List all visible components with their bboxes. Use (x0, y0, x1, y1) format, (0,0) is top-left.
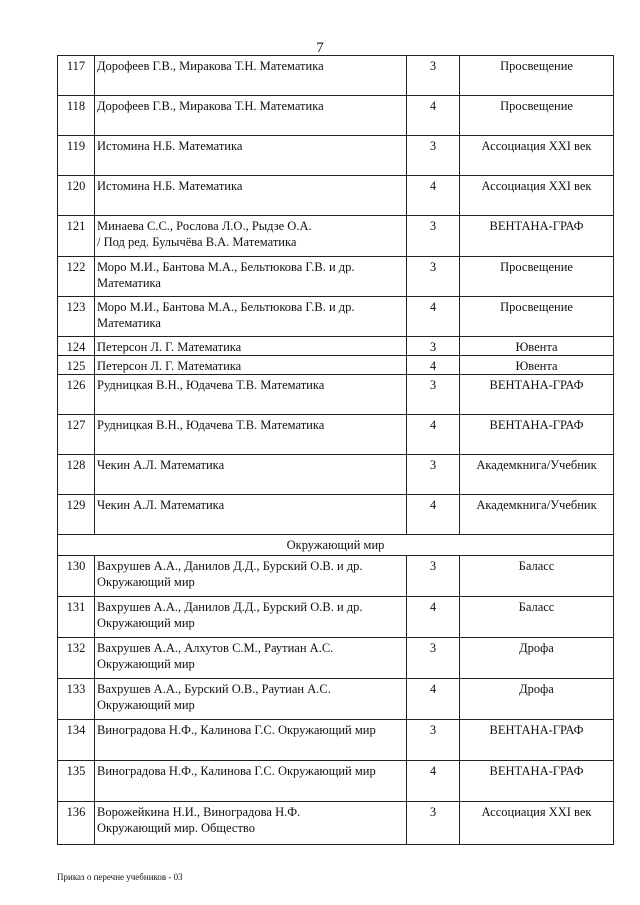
row-number: 121 (58, 216, 95, 257)
table-row (58, 96, 614, 136)
row-number: 126 (58, 375, 95, 415)
textbook-title-line: Рудницкая В.Н., Юдачева Т.В. Математика (97, 378, 325, 392)
publisher-cell: Дрофа (460, 679, 614, 720)
publisher-cell: Ювента (460, 337, 614, 356)
grade-cell: 4 (407, 679, 460, 720)
textbook-title-line: Дорофеев Г.В., Миракова Т.Н. Математика (97, 59, 324, 73)
table-row (58, 761, 614, 802)
grade-cell: 3 (407, 638, 460, 679)
textbook-title-line: Окружающий мир (97, 616, 195, 630)
textbook-title-line: Окружающий мир (97, 575, 195, 589)
publisher-cell: Просвещение (460, 56, 614, 96)
row-number: 134 (58, 720, 95, 761)
grade-cell: 4 (407, 597, 460, 638)
publisher-cell: ВЕНТАНА-ГРАФ (460, 415, 614, 455)
textbook-title-line: Вахрушев А.А., Данилов Д.Д., Бурский О.В. и др. (97, 559, 363, 573)
grade-cell: 3 (407, 337, 460, 356)
textbook-title-cell (95, 216, 407, 257)
textbook-title-cell (95, 597, 407, 638)
textbook-title-cell (95, 455, 407, 495)
section-title: Окружающий мир (58, 535, 614, 556)
publisher-cell: Ассоциация XXI век (460, 176, 614, 216)
textbook-title-cell (95, 638, 407, 679)
publisher-cell: ВЕНТАНА-ГРАФ (460, 216, 614, 257)
table-row (58, 136, 614, 176)
publisher-cell: Дрофа (460, 638, 614, 679)
textbook-title-cell (95, 495, 407, 535)
textbook-title-line: Математика (97, 276, 161, 290)
textbook-title-cell (95, 257, 407, 297)
textbook-title-line: Вахрушев А.А., Бурский О.В., Раутиан А.С. (97, 682, 331, 696)
publisher-cell: Ювента (460, 356, 614, 375)
row-number: 130 (58, 556, 95, 597)
textbook-title-cell (95, 337, 407, 356)
textbook-title-line: Окружающий мир. Общество (97, 821, 255, 835)
textbook-title-line: Истомина Н.Б. Математика (97, 139, 243, 153)
textbook-title-cell (95, 56, 407, 96)
row-number: 119 (58, 136, 95, 176)
textbook-title-cell (95, 679, 407, 720)
table-row (58, 356, 614, 375)
row-number: 136 (58, 802, 95, 845)
publisher-cell: Баласс (460, 556, 614, 597)
textbook-title-line: Истомина Н.Б. Математика (97, 179, 243, 193)
textbook-title-cell (95, 415, 407, 455)
row-number: 129 (58, 495, 95, 535)
grade-cell: 4 (407, 176, 460, 216)
world-section-rows (58, 556, 614, 845)
publisher-cell: Академкнига/Учебник (460, 455, 614, 495)
row-number: 133 (58, 679, 95, 720)
row-number: 117 (58, 56, 95, 96)
textbook-title-cell (95, 297, 407, 337)
table-row (58, 720, 614, 761)
table-row (58, 455, 614, 495)
publisher-cell: Просвещение (460, 257, 614, 297)
textbook-title-line: / Под ред. Булычёва В.А. Математика (97, 235, 297, 249)
textbook-title-cell (95, 176, 407, 216)
grade-cell: 3 (407, 56, 460, 96)
table-row (58, 216, 614, 257)
textbook-title-line: Рудницкая В.Н., Юдачева Т.В. Математика (97, 418, 325, 432)
table-row (58, 495, 614, 535)
textbook-title-line: Чекин А.Л. Математика (97, 458, 225, 472)
row-number: 120 (58, 176, 95, 216)
textbook-title-cell (95, 556, 407, 597)
textbook-title-cell (95, 96, 407, 136)
textbook-title-line: Минаева С.С., Рослова Л.О., Рыдзе О.А. (97, 219, 312, 233)
grade-cell: 3 (407, 556, 460, 597)
grade-cell: 3 (407, 720, 460, 761)
textbook-title-cell (95, 802, 407, 845)
textbook-title-line: Математика (97, 316, 161, 330)
grade-cell: 4 (407, 415, 460, 455)
textbook-title-line: Вахрушев А.А., Алхутов С.М., Раутиан А.С. (97, 641, 334, 655)
textbook-title-line: Петерсон Л. Г. Математика (97, 359, 242, 373)
grade-cell: 3 (407, 216, 460, 257)
row-number: 122 (58, 257, 95, 297)
table-row (58, 375, 614, 415)
row-number: 128 (58, 455, 95, 495)
textbook-table (57, 55, 614, 845)
section-header-row (58, 535, 614, 556)
textbook-title-cell (95, 136, 407, 176)
textbook-title-line: Петерсон Л. Г. Математика (97, 340, 242, 354)
page-number: 7 (316, 40, 324, 56)
textbook-title-cell (95, 356, 407, 375)
grade-cell: 3 (407, 136, 460, 176)
textbook-title-line: Моро М.И., Бантова М.А., Бельтюкова Г.В. и др. (97, 300, 355, 314)
publisher-cell: Ассоциация XXI век (460, 136, 614, 176)
textbook-title-line: Виноградова Н.Ф., Калинова Г.С. Окружающий мир (97, 723, 376, 737)
grade-cell: 4 (407, 96, 460, 136)
textbook-title-cell (95, 720, 407, 761)
textbook-title-line: Моро М.И., Бантова М.А., Бельтюкова Г.В. и др. (97, 260, 355, 274)
textbook-title-cell (95, 761, 407, 802)
row-number: 125 (58, 356, 95, 375)
textbook-title-line: Окружающий мир (97, 698, 195, 712)
row-number: 118 (58, 96, 95, 136)
table-row (58, 257, 614, 297)
publisher-cell: Просвещение (460, 297, 614, 337)
grade-cell: 3 (407, 455, 460, 495)
grade-cell: 4 (407, 495, 460, 535)
row-number: 132 (58, 638, 95, 679)
table-row (58, 556, 614, 597)
grade-cell: 4 (407, 297, 460, 337)
grade-cell: 3 (407, 257, 460, 297)
row-number: 124 (58, 337, 95, 356)
textbook-title-line: Виноградова Н.Ф., Калинова Г.С. Окружающий мир (97, 764, 376, 778)
row-number: 135 (58, 761, 95, 802)
table-row (58, 638, 614, 679)
publisher-cell: Просвещение (460, 96, 614, 136)
section-header-row-group (58, 535, 614, 556)
table-row (58, 56, 614, 96)
publisher-cell: ВЕНТАНА-ГРАФ (460, 720, 614, 761)
publisher-cell: ВЕНТАНА-ГРАФ (460, 375, 614, 415)
textbook-title-line: Вахрушев А.А., Данилов Д.Д., Бурский О.В. и др. (97, 600, 363, 614)
table-row (58, 176, 614, 216)
row-number: 127 (58, 415, 95, 455)
grade-cell: 3 (407, 375, 460, 415)
row-number: 131 (58, 597, 95, 638)
table-row (58, 679, 614, 720)
footer-note: Приказ о перечне учебников - 03 (57, 872, 183, 882)
table-row (58, 802, 614, 845)
table-row (58, 337, 614, 356)
table-row (58, 297, 614, 337)
publisher-cell: Академкнига/Учебник (460, 495, 614, 535)
publisher-cell: Баласс (460, 597, 614, 638)
grade-cell: 4 (407, 761, 460, 802)
grade-cell: 3 (407, 802, 460, 845)
textbook-title-line: Дорофеев Г.В., Миракова Т.Н. Математика (97, 99, 324, 113)
grade-cell: 4 (407, 356, 460, 375)
publisher-cell: ВЕНТАНА-ГРАФ (460, 761, 614, 802)
textbook-title-line: Чекин А.Л. Математика (97, 498, 225, 512)
publisher-cell: Ассоциация XXI век (460, 802, 614, 845)
row-number: 123 (58, 297, 95, 337)
table-row (58, 415, 614, 455)
math-section-rows (58, 56, 614, 535)
textbook-title-line: Окружающий мир (97, 657, 195, 671)
textbook-title-cell (95, 375, 407, 415)
textbook-title-line: Ворожейкина Н.И., Виноградова Н.Ф. (97, 805, 301, 819)
table-row (58, 597, 614, 638)
